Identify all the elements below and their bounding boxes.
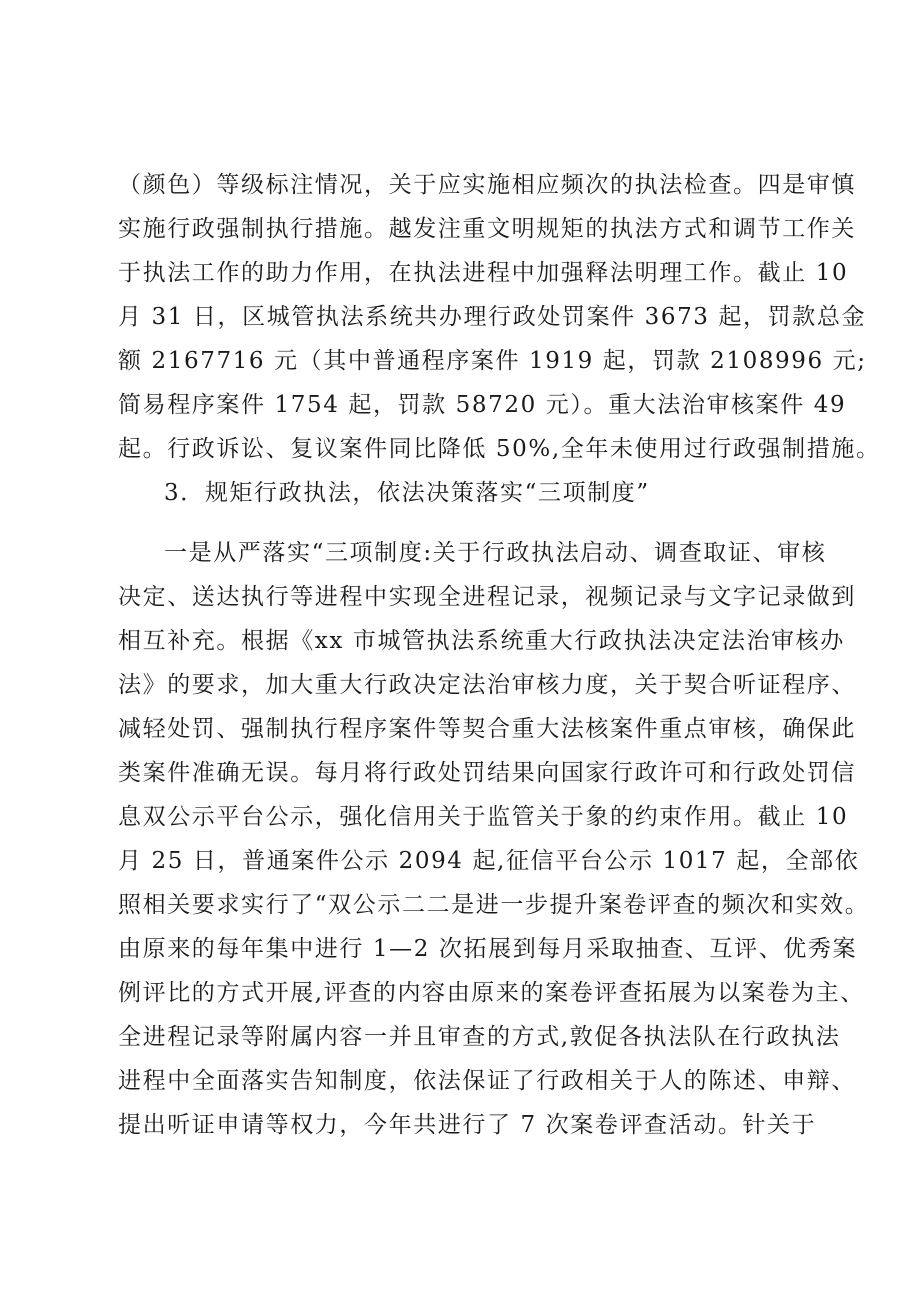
paragraph-line-3: 于执法工作的助力作用，在执法进程中加强释法明理工作。截止 10 — [118, 260, 849, 286]
paragraph-line-6: 简易程序案件 1754 起，罚款 58720 元）。重大法治审核案件 49 — [118, 392, 847, 418]
section-heading: 3．规矩行政执法，依法决策落实“三项制度” — [164, 480, 650, 506]
paragraph-line-2: 实施行政强制执行措施。越发注重文明规矩的执法方式和调节工作关 — [118, 216, 856, 242]
paragraph-line-18: 由原来的每年集中进行 1—2 次拓展到每月采取抽查、互评、优秀案 — [118, 936, 858, 962]
paragraph-line-13: 减轻处罚、强制执行程序案件等契合重大法核案件重点审核，确保此 — [118, 716, 856, 742]
paragraph-line-21: 进程中全面落实告知制度，依法保证了行政相关于人的陈述、申辩、 — [118, 1068, 856, 1094]
paragraph-line-11: 相互补充。根据《xx 市城管执法系统重大行政执法决定法治审核办 — [118, 628, 845, 654]
paragraph-line-22: 提出听证申请等权力，今年共进行了 7 次案卷评查活动。针关于 — [118, 1112, 817, 1138]
paragraph-line-5: 额 2167716 元（其中普通程序案件 1919 起，罚款 2108996 元; — [118, 348, 867, 374]
paragraph-line-16: 月 25 日，普通案件公示 2094 起,征信平台公示 1017 起，全部依 — [118, 848, 860, 874]
paragraph-line-17: 照相关要求实行了“双公示二二是进一步提升案卷评查的频次和实效。 — [118, 892, 870, 918]
paragraph-line-9: 一是从严落实“三项制度:关于行政执法启动、调查取证、审核 — [164, 540, 827, 566]
paragraph-line-1: （颜色）等级标注情况，关于应实施相应频次的执法检查。四是审慎 — [118, 172, 856, 198]
paragraph-line-4: 月 31 日，区城管执法系统共办理行政处罚案件 3673 起，罚款总金 — [118, 304, 867, 330]
paragraph-line-19: 例评比的方式开展,评查的内容由原来的案卷评查拓展为以案卷为主、 — [118, 980, 865, 1006]
paragraph-line-20: 全进程记录等附属内容一并且审查的方式,敦促各执法队在行政执法 — [118, 1024, 841, 1050]
paragraph-line-7: 起。行政诉讼、复议案件同比降低 50%,全年未使用过行政强制措施。 — [118, 436, 881, 462]
paragraph-line-12: 法》的要求，加大重大行政决定法治审核力度，关于契合听证程序、 — [118, 672, 856, 698]
paragraph-line-10: 决定、送达执行等进程中实现全进程记录，视频记录与文字记录做到 — [118, 584, 856, 610]
paragraph-line-14: 类案件准确无误。每月将行政处罚结果向国家行政许可和行政处罚信 — [118, 760, 856, 786]
paragraph-line-15: 息双公示平台公示，强化信用关于监管关于象的约束作用。截止 10 — [118, 804, 849, 830]
